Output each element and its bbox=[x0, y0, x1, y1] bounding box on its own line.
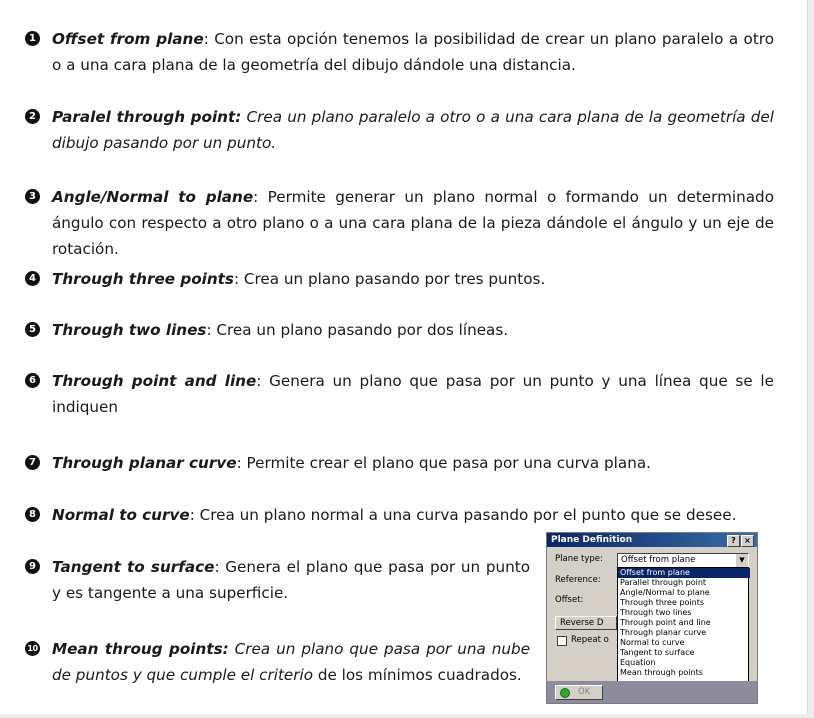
option-offset-from-plane[interactable]: Offset from plane bbox=[618, 568, 750, 578]
number-badge: 4 bbox=[25, 271, 40, 286]
option-mean-through-points[interactable]: Mean through points bbox=[620, 668, 703, 677]
number-badge: 3 bbox=[25, 189, 40, 204]
item-description: Crea un plano que pasa por una nube de puntos y que cumple el criterio bbox=[52, 640, 530, 684]
plane-type-value: Offset from plane bbox=[621, 555, 696, 565]
item-term: Angle/Normal to plane bbox=[52, 188, 254, 206]
option-equation[interactable]: Equation bbox=[620, 658, 656, 667]
ok-status-icon bbox=[560, 688, 570, 698]
item-term: Mean throug points: bbox=[52, 640, 229, 658]
plane-type-select[interactable] bbox=[617, 553, 749, 568]
item-text: Through point and line: Genera un plano que pasa por un punto y una línea que se le indiquen bbox=[52, 372, 774, 416]
plane-definition-dialog bbox=[546, 532, 758, 704]
item-term: Through three points bbox=[52, 270, 234, 288]
item-text: Through planar curve: Permite crear el plano que pasa por una curva plana. bbox=[52, 454, 651, 472]
option-through-planar-curve[interactable]: Through planar curve bbox=[620, 628, 707, 637]
number-badge: 10 bbox=[25, 641, 40, 656]
offset-label: Offset: bbox=[555, 595, 584, 605]
item-term: Paralel through point: bbox=[52, 108, 242, 126]
item-term: Through point and line bbox=[52, 372, 257, 390]
item-text: Offset from plane: Con esta opción tenemos la posibilidad de crear un plano paralelo a otro o a una cara plana de la geometría del dibujo dándole una distancia. bbox=[52, 30, 774, 74]
option-parallel-through-point[interactable]: Parallel through point bbox=[620, 578, 707, 587]
number-badge: 5 bbox=[25, 322, 40, 337]
item-description: Crea un plano pasando por dos líneas. bbox=[211, 321, 509, 339]
item-description: Con esta opción tenemos la posibilidad de crear un plano paralelo a otro o a una cara plana de la geometría del dibujo dándole una distancia. bbox=[52, 30, 774, 74]
item-text: Through three points: Crea un plano pasando por tres puntos. bbox=[52, 270, 546, 288]
number-badge: 7 bbox=[25, 455, 40, 470]
repeat-checkbox[interactable] bbox=[557, 636, 567, 646]
option-through-three-points[interactable]: Through three points bbox=[620, 598, 705, 607]
item-text: Normal to curve: Crea un plano normal a una curva pasando por el punto que se desee. bbox=[52, 506, 737, 524]
number-badge: 9 bbox=[25, 559, 40, 574]
item-description: Genera el plano que pasa por un punto y es tangente a una superficie. bbox=[52, 558, 530, 602]
item-term: Through planar curve bbox=[52, 454, 237, 472]
item-description: Crea un plano normal a una curva pasando por el punto que se desee. bbox=[194, 506, 737, 524]
number-badge: 2 bbox=[25, 109, 40, 124]
item-text: Through two lines: Crea un plano pasando por dos líneas. bbox=[52, 321, 509, 339]
item-term: Tangent to surface bbox=[52, 558, 215, 576]
item-description: Genera un plano que pasa por un punto y una línea que se le indiquen bbox=[52, 372, 774, 416]
option-through-two-lines[interactable]: Through two lines bbox=[620, 608, 692, 617]
option-normal-to-curve[interactable]: Normal to curve bbox=[620, 638, 685, 647]
item-text: Mean throug points: Crea un plano que pasa por una nube de puntos y que cumple el criterio de los mínimos cuadrados. bbox=[52, 640, 530, 684]
ok-button[interactable]: OK bbox=[555, 685, 603, 700]
item-description: Crea un plano pasando por tres puntos. bbox=[239, 270, 546, 288]
help-icon[interactable]: ? bbox=[727, 535, 740, 547]
item-description: Permite generar un plano normal o formando un determinado ángulo con respecto a otro plano o a una cara plana de la pieza dándole el ángulo y un eje de rotación. bbox=[52, 188, 774, 258]
item-term: Through two lines bbox=[52, 321, 207, 339]
option-tangent-to-surface[interactable]: Tangent to surface bbox=[620, 648, 695, 657]
chevron-down-icon[interactable]: ▼ bbox=[736, 554, 748, 567]
page-right-edge bbox=[807, 0, 814, 718]
dialog-title: Plane Definition bbox=[551, 535, 633, 545]
item-text: Angle/Normal to plane: Permite generar un plano normal o formando un determinado ángulo con respecto a otro plano o a una cara plana de la pieza dándole el ángulo y un eje de rotación. bbox=[52, 188, 774, 258]
reference-label: Reference: bbox=[555, 575, 601, 585]
page-bottom-edge bbox=[0, 714, 814, 718]
close-icon[interactable]: × bbox=[741, 535, 754, 547]
number-badge: 1 bbox=[25, 31, 40, 46]
dialog-titlebar bbox=[547, 533, 757, 547]
item-text: Tangent to surface: Genera el plano que pasa por un punto y es tangente a una superficie. bbox=[52, 558, 530, 602]
reverse-direction-button[interactable]: Reverse D bbox=[555, 616, 617, 630]
plane-type-label: Plane type: bbox=[555, 554, 603, 564]
item-description: Permite crear el plano que pasa por una curva plana. bbox=[241, 454, 651, 472]
option-angle-normal-to-plane[interactable]: Angle/Normal to plane bbox=[620, 588, 710, 597]
dialog-button-bar bbox=[547, 681, 757, 703]
repeat-label: Repeat o bbox=[571, 635, 609, 645]
number-badge: 6 bbox=[25, 373, 40, 388]
option-through-point-and-line[interactable]: Through point and line bbox=[620, 618, 711, 627]
item-term: Normal to curve bbox=[52, 506, 190, 524]
item-text bbox=[52, 104, 774, 156]
item-description: Crea un plano paralelo a otro o a una cara plana de la geometría del dibujo pasando por un punto. bbox=[52, 108, 774, 152]
number-badge: 8 bbox=[25, 507, 40, 522]
item-term: Offset from plane bbox=[52, 30, 204, 48]
